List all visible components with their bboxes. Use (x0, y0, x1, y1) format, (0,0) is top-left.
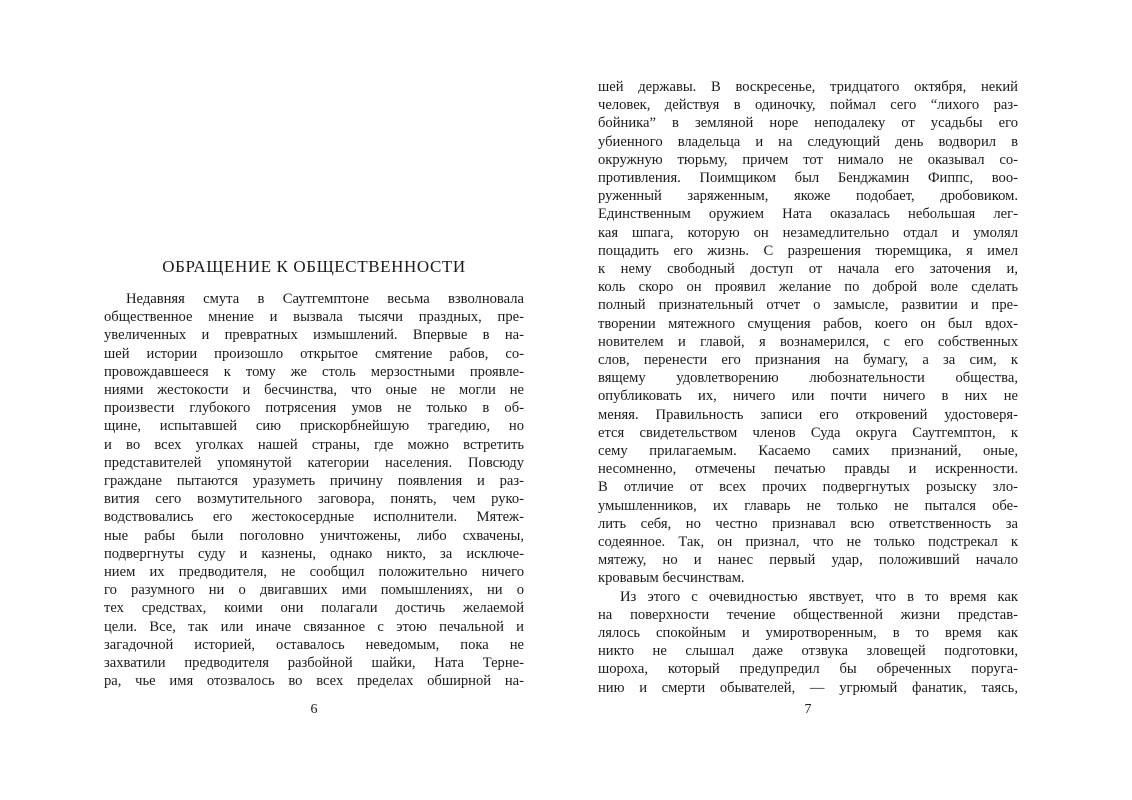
text-line: вящему удовлетворению любознательности общества, (598, 370, 1018, 387)
text-line: пощадить его жизнь. С разрешения тюремщика, я имел (598, 242, 1018, 259)
text-line: никто не слышал даже отзвука зловещей подготовки, (598, 643, 1018, 660)
text-line: полный признательный отчет о замысле, развитии и пре- (598, 297, 1018, 314)
text-line: на поверхности течение общественной жизни представ- (598, 606, 1018, 623)
text-line: содеянное. Так, он признал, что не только подстрекал к (598, 534, 1018, 550)
text-line: цели. Все, так или иначе связанное с этою печальной и (104, 618, 524, 635)
text-line: щине, испытавшей сию прискорбнейшую трагедию, но (104, 418, 524, 435)
text-line: к нему свободный доступ от начала его заточения и, (598, 261, 1018, 277)
text-line: мятежу, но и нанес первый удар, положивший начало (598, 552, 1018, 569)
text-line: произвести глубокого потрясения умов не только в об- (104, 400, 524, 417)
text-line: кровавым бесчинствам. (598, 570, 745, 587)
text-line: окружную тюрьму, причем тот нимало не оказывал со- (598, 151, 1018, 168)
text-line: вития сего возмутительного заговора, понять, чем руко- (104, 491, 524, 508)
text-line: нием их предводителя, не сообщил положительно ничего (104, 564, 524, 580)
text-line: захватили предводителя разбойной шайки, Ната Терне- (104, 655, 524, 671)
text-line: новителем и главой, я вознамерился, с его собственных (598, 333, 1018, 350)
text-line: кая шпага, которую он незамедлительно отдал и умолял (598, 224, 1018, 241)
text-line: лить себя, но честно признавал всю ответственность за (598, 515, 1018, 532)
text-line: коль скоро он проявил желание по доброй воле сделать (598, 279, 1018, 296)
text-line: ется свидетельством членов Суда округа Саутгемптон, к (598, 424, 1018, 441)
text-line: водствовались его жестокосердные исполнители. Мятеж- (104, 509, 524, 526)
text-line: общественное мнение и вызвала тысячи праздных, пре- (104, 309, 524, 326)
chapter-heading: ОБРАЩЕНИЕ К ОБЩЕСТВЕННОСТИ (162, 257, 466, 276)
text-line: Единственным оружием Ната оказалась небольшая лег- (598, 206, 1018, 223)
text-line: лялось спокойным и умиротворенным, в то время как (598, 625, 1018, 641)
text-line: шей державы. В воскресенье, тридцатого октября, некий (598, 79, 1018, 95)
text-line: сему прилагаемым. Касаемо самих признаний, оные, (598, 443, 1018, 459)
text-line: слов, перенести его признания на бумагу, а за сим, к (598, 352, 1018, 368)
text-line: ниями жестокости и бесчинства, что оные не могли не (104, 382, 524, 398)
text-line: человек, действуя в одиночку, поймал сего “лихого раз- (598, 97, 1018, 114)
text-line: провождавшееся к тому же столь мерзостными проявле- (104, 363, 524, 380)
page-number: 7 (804, 702, 812, 717)
text-line: Недавняя смута в Саутгемптоне весьма взволновала (126, 291, 524, 307)
text-line: бойника” в земляной норе неподалеку от усадьбы его (598, 115, 1018, 132)
text-line: умышленников, их главарь не только не пытался обе- (598, 497, 1018, 514)
text-line: увеличенных и превратных измышлений. Впервые в на- (104, 327, 524, 344)
text-line: и во всех уголках нашей страны, где можно встретить (104, 436, 524, 453)
text-line: загадочной историей, оставалось неведомым, пока не (104, 636, 524, 653)
text-line: нию и смерти обывателей, — угрюмый фанатик, таясь, (598, 679, 1018, 696)
text-line: убиенного владельца и на следующий день водворил в (598, 133, 1018, 150)
text-line: ные рабы были поголовно уничтожены, либо схвачены, (104, 527, 524, 544)
text-line: В отличие от всех прочих подвергнутых розыску зло- (598, 479, 1018, 496)
text-line: го разумного ни о двигавших ими помышлениях, ни о (104, 582, 524, 599)
text-line: творении мятежного смущения рабов, коего он был вдох- (598, 315, 1018, 332)
text-line: шей истории произошло открытое смятение рабов, со- (104, 345, 524, 362)
text-line: шороха, который предупредил бы обреченных поруга- (598, 661, 1018, 678)
text-line: ра, чье имя отозвалось во всех пределах обширной на- (104, 673, 524, 690)
text-line: граждане пытаются уразуметь причину появления и раз- (104, 473, 524, 489)
text-line: руженный заряженным, якоже подобает, дробовиком. (598, 188, 1018, 205)
text-line: опубликовать их, ничего или почти ничего в них не (598, 388, 1018, 405)
text-line: несомненно, отмечены печатью правды и искренности. (598, 461, 1018, 478)
text-line: меняя. Правильность записи его откровений удостоверя- (598, 406, 1018, 423)
text-line: тех средствах, коими они полагали достичь желаемой (104, 600, 524, 617)
text-line: подвергнуты суду и казнены, однако никто, за исключе- (104, 545, 524, 562)
page-number: 6 (310, 702, 318, 717)
text-line: Из этого с очевидностью явствует, что в то время как (620, 588, 1018, 605)
text-line: представителей упомянутой категории населения. Повсюду (104, 454, 524, 471)
text-line: противления. Поимщиком был Бенджамин Фиппс, воо- (598, 170, 1018, 186)
